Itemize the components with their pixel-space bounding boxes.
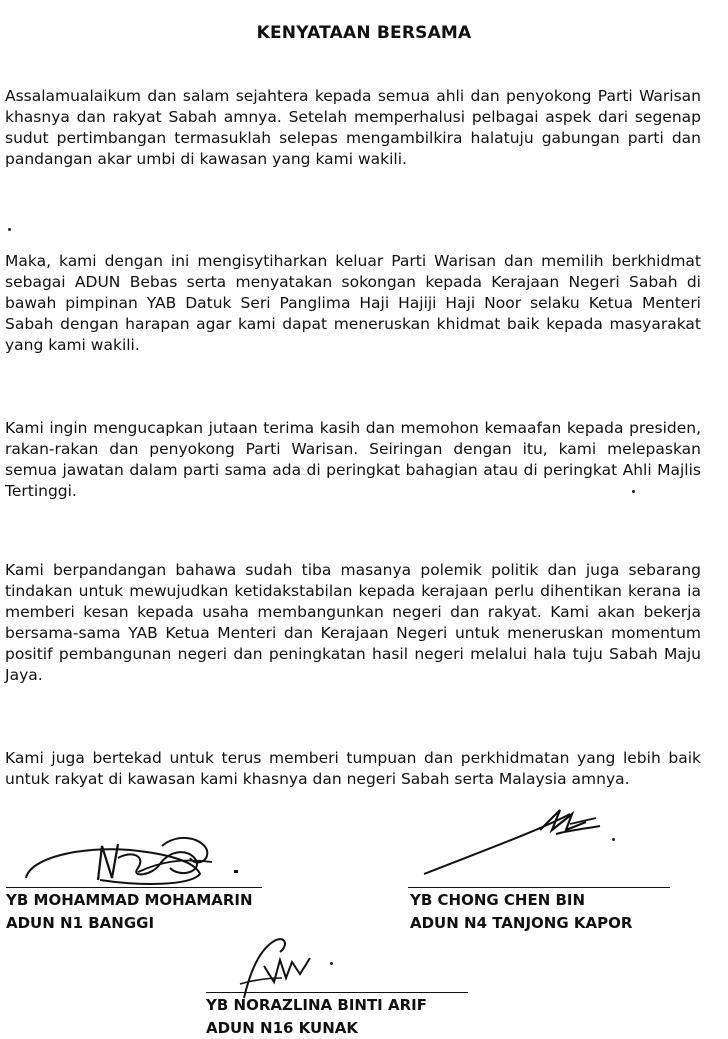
scan-speck	[632, 490, 635, 493]
paragraph-greeting: Assalamualaikum dan salam sejahtera kepada semua ahli dan penyokong Parti Warisan khasnya dan rakyat Sabah amnya. Setelah memperhalusi pelbagai aspek dari segenap sudut pertimbangan termasuklah selepas mengambilkira halatuju gabungan parti dan pandangan akar umbi di kawasan yang kami wakili.	[5, 87, 701, 168]
signature-3-line	[206, 992, 468, 993]
paragraph-gratitude: Kami ingin mengucapkan jutaan terima kasih dan memohon kemaafan kepada presiden, rakan-rakan dan penyokong Parti Warisan. Seiringan dengan itu, kami melepaskan semua jawatan dalam parti sama ada di peringkat bahagian atau di peringkat Ahli Majlis Tertinggi.	[5, 419, 701, 500]
signatory-1-name: YB MOHAMMAD MOHAMARIN	[6, 891, 253, 909]
signatory-3-title: ADUN N16 KUNAK	[206, 1019, 358, 1037]
paragraph-commitment: Kami juga bertekad untuk terus memberi tumpuan dan perkhidmatan yang lebih baik untuk rakyat di kawasan kami khasnya dan negeri Sabah serta Malaysia amnya.	[5, 749, 701, 788]
signature-1-line	[6, 887, 262, 888]
signature-1-image	[20, 828, 250, 890]
signatory-3-name: YB NORAZLINA BINTI ARIF	[206, 996, 427, 1014]
signatory-2-name: YB CHONG CHEN BIN	[410, 891, 586, 909]
signature-2-image	[420, 800, 620, 880]
signatory-1-title: ADUN N1 BANGGI	[6, 914, 155, 932]
paragraph-stability: Kami berpandangan bahawa sudah tiba masanya polemik politik dan juga sebarang tindakan untuk mewujudkan ketidakstabilan kepada kerajaan perlu dihentikan kerana ia memberi kesan kepada usaha membangunkan negeri dan rakyat. Kami akan bekerja bersama-sama YAB Ketua Menteri dan Kerajaan Negeri untuk meneruskan momentum positif pembangunan negeri dan peningkatan hasil negeri melalui hala tuju Sabah Maju Jaya.	[5, 561, 701, 684]
scan-speck	[330, 962, 333, 965]
document-title: KENYATAAN BERSAMA	[256, 23, 472, 43]
paragraph-declaration: Maka, kami dengan ini mengisytiharkan keluar Parti Warisan dan memilih berkhidmat sebagai ADUN Bebas serta menyatakan sokongan kepada Kerajaan Negeri Sabah di bawah pimpinan YAB Datuk Seri Panglima Haji Hajiji Haji Noor selaku Ketua Menteri Sabah dengan harapan agar kami dapat meneruskan khidmat baik kepada masyarakat yang kami wakili.	[5, 252, 701, 354]
signature-2-line	[408, 887, 670, 888]
scan-speck	[8, 228, 11, 231]
signatory-2-title: ADUN N4 TANJONG KAPOR	[410, 914, 633, 932]
